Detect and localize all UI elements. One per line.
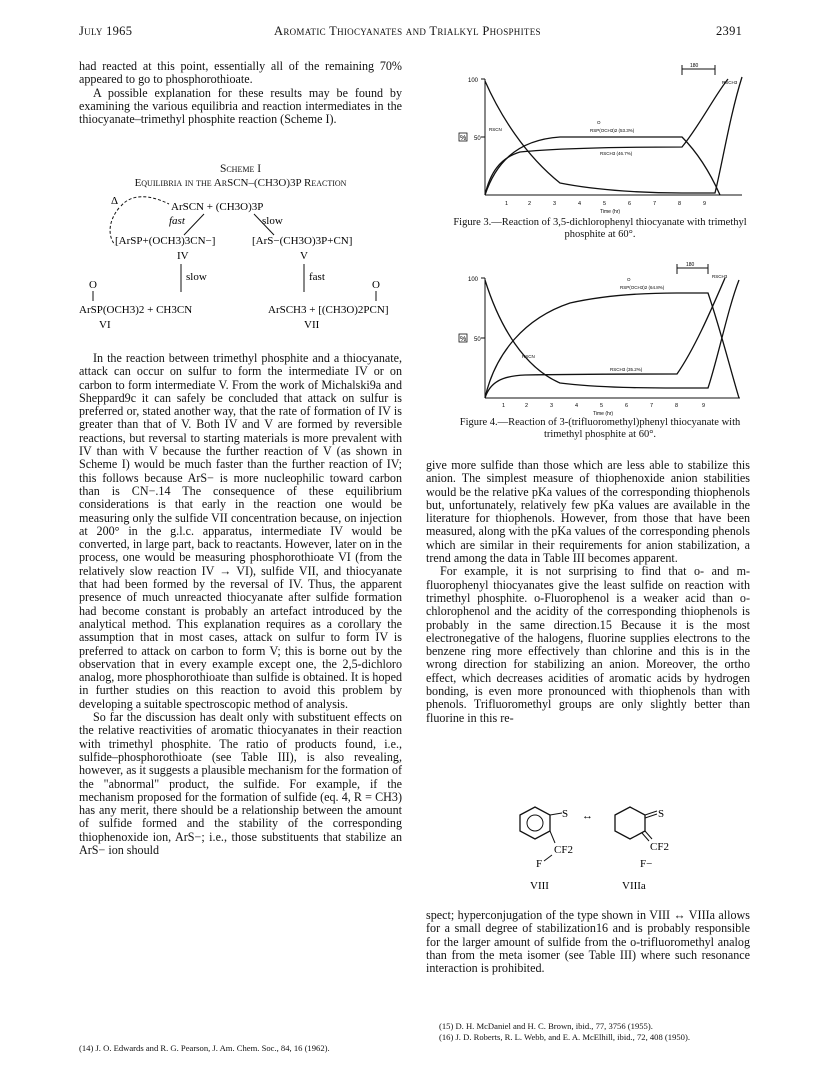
fig3-xtick-7: 7 bbox=[653, 201, 657, 207]
fig3-label-sulfide: RSCH3 (46.7%) bbox=[600, 151, 633, 156]
fig3-xtick-9: 9 bbox=[703, 201, 707, 207]
viiia-cf2: CF2 bbox=[650, 841, 669, 853]
scheme-diagram bbox=[79, 190, 402, 340]
paragraph-stabilize: give more sulfide than those which are less able to stabilize this anion. The simplest measure of thiophenoxide anion stabilities would be the relative pKa values of the corresponding thiophenols but, unfortunately, relatively few pKa values are available in the literature for thiophenols. However, from those that have been measured, along with the pKa values of the corresponding phenols which are similar in their requirements for anion stabilization, a trend among the data in Table III becomes apparent. bbox=[426, 458, 750, 566]
fig3-xtick-4: 4 bbox=[578, 201, 582, 207]
fig4-xlabel: Time (hr) bbox=[593, 411, 614, 417]
scheme-reactants: ArSCN + (CH3O)3P bbox=[171, 201, 264, 213]
scheme-product-vi: ArSP(OCH3)2 + CH3CN bbox=[79, 304, 193, 316]
scheme-intermediate-iv: [ArSP+(OCH3)3CN−] bbox=[115, 235, 216, 247]
right-column-body bbox=[426, 459, 750, 725]
fig4-xtick-7: 7 bbox=[650, 403, 654, 409]
scheme-label-vi: VI bbox=[99, 319, 111, 331]
fig4-xtick-6: 6 bbox=[625, 403, 629, 409]
scheme-oxygen-vi: O bbox=[89, 279, 97, 291]
paragraph-continuation: had reacted at this point, essentially all of the remaining 70% appeared to go to phosphorothioate. bbox=[79, 59, 402, 87]
page-number: 2391 bbox=[716, 24, 743, 38]
viii-fluorine: F bbox=[536, 858, 543, 870]
fig3-ytick-label-100: 100 bbox=[468, 78, 479, 84]
scheme-label-vii: VII bbox=[304, 319, 320, 331]
scheme-label-fast: fast bbox=[169, 215, 185, 227]
paragraph-hyperconjugation: spect; hyperconjugation of the type shown in VIII ↔ VIIIa allows for a small degree of stabilization16 and is probably responsible for the larger amount of sulfide from the o-trifluoromethyl analog than from the meta isomer (see Table III) where such resonance interaction is prohibited. bbox=[426, 908, 750, 976]
viiia-label: VIIIa bbox=[622, 880, 646, 892]
scheme-label-slow: slow bbox=[262, 215, 283, 227]
figure-4-chart bbox=[450, 258, 750, 418]
running-title: Aromatic Thiocyanates and Trialkyl Phosphites bbox=[274, 24, 541, 38]
fig4-curve-sulfide bbox=[485, 278, 725, 398]
viii-aromatic-circle bbox=[527, 815, 543, 831]
paragraph-fluoro: For example, it is not surprising to find that o- and m-fluorophenyl thiocyanates give the least sulfide on reaction with trimethyl phosphite. o-Fluorophenol is a weaker acid than o-chlorophenol and the acidity of the corresponding thiophenols is probably in the same direction.15 Because it is the most electronegative of the halogens, fluorine supplies electrons to the benzene ring more effectively than chlorine and this is in the wrong direction for stabilizing an anion. Moreover, the ortho effect, which decreases acidities of aromatic acids by hydrogen bonding, is even more pronounced with thiophenols than with phenols. Trifluoromethyl groups are only slightly better than fluorine in this re- bbox=[426, 564, 750, 725]
fig3-xtick-8: 8 bbox=[678, 201, 682, 207]
fig4-xtick-9: 9 bbox=[702, 403, 706, 409]
viii-label: VIII bbox=[530, 880, 549, 892]
viiia-ring bbox=[615, 807, 645, 839]
footnote-16: (16) J. D. Roberts, R. L. Webb, and E. A. McElhill, ibid., 72, 408 (1950). bbox=[439, 1032, 690, 1042]
fig4-ylabel: % bbox=[460, 336, 467, 343]
fig4-xtick-1: 1 bbox=[502, 403, 506, 409]
paragraph-substituent: So far the discussion has dealt only with substituent effects on the relative reactivities of aromatic thiocyanates in their reaction with trimethyl phosphite. The ratio of products found, i.e., sulfide–phosphorothioate (see Table III), is also revealing, however, as it suggests a plausible mechanism for the formation of the "abnormal" product, the sulfide. For example, if the mechanism proposed for the formation of sulfide (eq. 4, R = CH3) has any merit, there should be a relationship between the amount of sulfide formed and the stability of the corresponding thiophenoxide ion, ArS−; i.e., those substituents that stabilize an ArS− ion should bbox=[79, 710, 402, 857]
footnote-14: (14) J. O. Edwards and R. G. Pearson, J. Am. Chem. Soc., 84, 16 (1962). bbox=[79, 1043, 330, 1053]
resonance-structures bbox=[500, 795, 700, 895]
viii-cf-bond bbox=[550, 831, 555, 843]
footnote-15: (15) D. H. McDaniel and H. C. Brown, ibid., 77, 3756 (1955). bbox=[439, 1021, 653, 1031]
scheme-arrow-fast bbox=[184, 214, 204, 235]
paragraph-mechanism: In the reaction between trimethyl phosphite and a thiocyanate, attack can occur on sulfur to form the intermediate IV or on carbon to form intermediate V. From the work of Michalski9a and Sheppard9c it can safely be concluded that attack on sulfur is preferred or, stated another way, that the rate of formation of IV is greater than that of V. Both IV and V are formed by reversible reactions, but reversal to starting materials is more prevalent with IV than with V because the further reaction of V (as shown in Scheme I) would be much faster than the further reaction of IV; this follows because ArS− is more nucleophilic toward carbon than is CN−.14 The consequence of these equilibrium considerations is that early in the reaction one would be measuring only the sulfide VII concentration because, on injection at 200° in the g.l.c. apparatus, intermediate IV would be converted, in large part, back to reactants. However, later on in the process, one would be measuring phosphorothioate VI (from the relatively slow reaction IV → VI), sulfide VII, and thiocyanate that had been formed by the reversal of IV. Thus, the apparent presence of much unreacted thiocyanate after sulfide formation had become constant is probably an artefact introduced by the analytical method. This explanation requires as a corollary the assumption that in most cases, attack on sulfur to form IV is preferred to attack on carbon to form V; this is borne out by the observation that in every example except one, the 2,5-dichloro analog, more phosphorothioate than sulfide is obtained. It is hoped in further studies on this reaction to avoid this problem by developing a suitable spectroscopic method of analysis. bbox=[79, 351, 402, 711]
fig3-xticks bbox=[505, 201, 706, 207]
scheme-label-v: V bbox=[300, 250, 308, 262]
fig3-ytick-label-50: 50 bbox=[474, 136, 481, 142]
running-date: July 1965 bbox=[79, 24, 133, 38]
scheme-subtitle: Equilibria in the ArSCN–(CH3O)3P Reaction bbox=[134, 177, 347, 189]
scheme-oxygen-vii: O bbox=[372, 279, 380, 291]
fig4-ytick-label-50: 50 bbox=[474, 337, 481, 343]
viiia-fluoride: F− bbox=[640, 858, 653, 870]
scheme-title: Scheme I bbox=[219, 163, 262, 175]
left-column-top bbox=[79, 60, 402, 126]
figure-3-caption: Figure 3.—Reaction of 3,5-dichlorophenyl thiocyanate with trimethyl phosphite at 60°. bbox=[453, 217, 747, 240]
fig3-break-label: 180 bbox=[690, 63, 699, 69]
viii-benzene-ring bbox=[520, 807, 550, 839]
fig3-curve-rscn bbox=[485, 77, 742, 193]
viii-sulfur: S bbox=[562, 808, 569, 820]
fig4-label-phos: RSP(OCH3)2 (64.8%) bbox=[620, 285, 665, 290]
fig4-xticks bbox=[502, 403, 705, 409]
viiia-sulfur: S bbox=[658, 808, 665, 820]
fig3-xtick-6: 6 bbox=[628, 201, 632, 207]
scheme-label-fast2: fast bbox=[309, 271, 325, 283]
scheme-dashed-arrow-top bbox=[121, 197, 169, 206]
scheme-product-vii: ArSCH3 + [(CH3O)2PCN] bbox=[268, 304, 389, 316]
viii-s-bond bbox=[550, 813, 562, 815]
fig4-label-phos-oxygen: O bbox=[627, 277, 631, 282]
fig3-label-phos-oxygen: O bbox=[597, 120, 601, 125]
structure-viii bbox=[520, 807, 573, 892]
fig4-xtick-4: 4 bbox=[575, 403, 579, 409]
left-column-body bbox=[79, 352, 402, 857]
structure-viiia bbox=[615, 807, 669, 892]
fig4-label-sulfide: RSCH3 (35.2%) bbox=[610, 367, 643, 372]
fig4-xtick-2: 2 bbox=[525, 403, 529, 409]
fig4-label-rsch3-top: RSCH3 bbox=[712, 274, 728, 279]
fig4-curve-phosphorothioate bbox=[485, 293, 739, 398]
fig4-break-label: 180 bbox=[686, 262, 695, 268]
scheme-intermediate-v: [ArS−(CH3O)3P+CN] bbox=[252, 235, 353, 247]
resonance-arrow: ↔ bbox=[582, 810, 593, 822]
fig4-ytick-label-100: 100 bbox=[468, 277, 479, 283]
scheme-label-slow2: slow bbox=[186, 271, 207, 283]
fig4-label-rscn: RSCN bbox=[522, 354, 535, 359]
scheme-label-iv: IV bbox=[177, 250, 189, 262]
viii-cf2: CF2 bbox=[554, 844, 573, 856]
right-column-bottom bbox=[426, 909, 750, 975]
fig4-xtick-3: 3 bbox=[550, 403, 554, 409]
fig3-label-rsch3-top: RSCH3 bbox=[722, 80, 738, 85]
figure-4-caption: Figure 4.—Reaction of 3-(trifluoromethyl)phenyl thiocyanate with trimethyl phosphite at 60°. bbox=[459, 417, 741, 440]
viii-cf-f-bond bbox=[544, 855, 552, 861]
fig3-xtick-5: 5 bbox=[603, 201, 607, 207]
fig3-label-rscn: RSCN bbox=[489, 127, 502, 132]
fig3-xlabel: Time (hr) bbox=[600, 209, 621, 215]
paragraph-explanation: A possible explanation for these results may be found by examining the various equilibria and reaction intermediates in the thiocyanate–trimethyl phosphite reaction (Scheme I). bbox=[79, 85, 402, 127]
fig4-xtick-5: 5 bbox=[600, 403, 604, 409]
fig3-xtick-1: 1 bbox=[505, 201, 509, 207]
fig4-xtick-8: 8 bbox=[675, 403, 679, 409]
fig3-ylabel: % bbox=[460, 135, 467, 142]
scheme-delta: Δ bbox=[111, 195, 119, 207]
fig3-xtick-3: 3 bbox=[553, 201, 557, 207]
fig3-xtick-2: 2 bbox=[528, 201, 532, 207]
figure-3-chart bbox=[450, 55, 750, 220]
fig3-curve-phosphorothioate bbox=[485, 137, 720, 195]
fig3-label-phos: RSP(OCH3)2 (53.3%) bbox=[590, 128, 635, 133]
